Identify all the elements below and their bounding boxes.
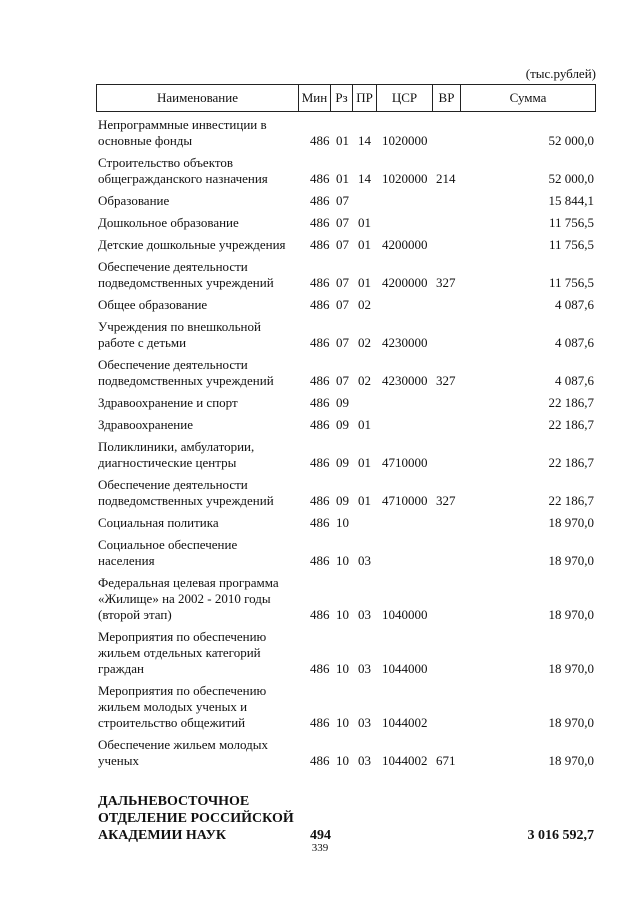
table-row [96, 237, 596, 253]
table-row [96, 575, 596, 623]
cell-vr: 327 [436, 275, 456, 290]
cell-vr: 671 [436, 753, 456, 768]
table-row [96, 439, 596, 471]
cell-rz: 10 [336, 661, 349, 676]
cell-name: Обеспечение жильем молодых ученых [98, 737, 268, 768]
table-row [96, 537, 596, 569]
cell-csr: 4710000 [382, 493, 428, 508]
cell-name: Здравоохранение [98, 417, 193, 432]
cell-sum: 18 970,0 [548, 515, 594, 530]
cell-min: 486 [310, 553, 330, 568]
cell-name: Общее образование [98, 297, 208, 312]
cell-min: 486 [310, 275, 330, 290]
cell-sum: 18 970,0 [548, 553, 594, 568]
header-min: Мин [298, 84, 330, 112]
cell-csr: 1044002 [382, 715, 428, 730]
cell-sum: 52 000,0 [548, 133, 594, 148]
cell-sum: 18 970,0 [548, 661, 594, 676]
cell-rz: 09 [336, 417, 349, 432]
table-row [96, 193, 596, 209]
cell-csr: 1044002 [382, 753, 428, 768]
summary-row [96, 793, 596, 844]
cell-name: Мероприятия по обеспечению жильем отдельных категорий граждан [98, 629, 267, 676]
cell-rz: 07 [336, 275, 349, 290]
cell-rz: 09 [336, 395, 349, 410]
cell-rz: 07 [336, 193, 349, 208]
cell-name: Образование [98, 193, 170, 208]
cell-rz: 07 [336, 335, 349, 350]
table-row [96, 477, 596, 509]
cell-min: 486 [310, 133, 330, 148]
cell-rz: 09 [336, 455, 349, 470]
table-row [96, 357, 596, 389]
cell-pr: 01 [358, 215, 371, 230]
cell-rz: 07 [336, 373, 349, 388]
cell-sum: 18 970,0 [548, 753, 594, 768]
cell-min: 486 [310, 607, 330, 622]
cell-min: 486 [310, 373, 330, 388]
summary-min: 494 [310, 828, 331, 843]
table-header [96, 84, 596, 112]
cell-csr: 1020000 [382, 133, 428, 148]
cell-sum: 52 000,0 [548, 171, 594, 186]
cell-rz: 10 [336, 553, 349, 568]
table-body [96, 117, 596, 775]
page-number: 339 [311, 842, 329, 854]
cell-pr: 01 [358, 455, 371, 470]
cell-name: Обеспечение деятельности подведомственных учреждений [98, 259, 274, 290]
header-name: Наименование [96, 84, 298, 112]
table-row [96, 515, 596, 531]
cell-pr: 03 [358, 553, 371, 568]
table-row [96, 417, 596, 433]
cell-name: Обеспечение деятельности подведомственных учреждений [98, 477, 274, 508]
cell-csr: 1044000 [382, 661, 428, 676]
cell-rz: 09 [336, 493, 349, 508]
cell-pr: 02 [358, 335, 371, 350]
cell-csr: 1040000 [382, 607, 428, 622]
cell-rz: 01 [336, 133, 349, 148]
cell-pr: 01 [358, 417, 371, 432]
table-row [96, 319, 596, 351]
cell-min: 486 [310, 215, 330, 230]
cell-min: 486 [310, 455, 330, 470]
cell-csr: 4200000 [382, 275, 428, 290]
cell-csr: 1020000 [382, 171, 428, 186]
cell-min: 486 [310, 417, 330, 432]
cell-sum: 22 186,7 [548, 455, 594, 470]
cell-rz: 10 [336, 515, 349, 530]
header-vr: ВР [432, 84, 460, 112]
cell-csr: 4230000 [382, 335, 428, 350]
cell-rz: 07 [336, 237, 349, 252]
cell-pr: 01 [358, 237, 371, 252]
cell-sum: 22 186,7 [548, 493, 594, 508]
cell-sum: 4 087,6 [555, 373, 594, 388]
cell-min: 486 [310, 715, 330, 730]
cell-min: 486 [310, 493, 330, 508]
summary-sum: 3 016 592,7 [527, 828, 594, 843]
cell-csr: 4710000 [382, 455, 428, 470]
cell-csr: 4200000 [382, 237, 428, 252]
cell-name: Социальная политика [98, 515, 219, 530]
cell-pr: 02 [358, 297, 371, 312]
cell-rz: 10 [336, 715, 349, 730]
cell-rz: 07 [336, 297, 349, 312]
cell-sum: 11 756,5 [548, 275, 594, 290]
cell-sum: 18 970,0 [548, 607, 594, 622]
header-pr: ПР [352, 84, 376, 112]
cell-sum: 18 970,0 [548, 715, 594, 730]
cell-vr: 327 [436, 373, 456, 388]
cell-pr: 03 [358, 715, 371, 730]
header-csr: ЦСР [376, 84, 432, 112]
cell-min: 486 [310, 171, 330, 186]
cell-pr: 02 [358, 373, 371, 388]
cell-sum: 15 844,1 [548, 193, 594, 208]
cell-min: 486 [310, 237, 330, 252]
header-rz: Рз [330, 84, 352, 112]
cell-min: 486 [310, 661, 330, 676]
units-note: (тыс.рублей) [525, 66, 596, 81]
cell-name: Непрограммные инвестиции в основные фонды [98, 117, 267, 148]
cell-csr: 4230000 [382, 373, 428, 388]
cell-vr: 327 [436, 493, 456, 508]
cell-name: Дошкольное образование [98, 215, 239, 230]
summary-name: ДАЛЬНЕВОСТОЧНОЕ ОТДЕЛЕНИЕ РОССИЙСКОЙ АКАДЕМИИ НАУК [98, 794, 294, 843]
cell-pr: 14 [358, 171, 371, 186]
header-sum: Сумма [460, 84, 596, 112]
cell-sum: 11 756,5 [548, 237, 594, 252]
cell-min: 486 [310, 515, 330, 530]
cell-min: 486 [310, 335, 330, 350]
table-row [96, 215, 596, 231]
table-row [96, 395, 596, 411]
cell-name: Мероприятия по обеспечению жильем молодых ученых и строительство общежитий [98, 683, 267, 730]
cell-rz: 07 [336, 215, 349, 230]
cell-pr: 03 [358, 753, 371, 768]
cell-pr: 01 [358, 493, 371, 508]
cell-name: Обеспечение деятельности подведомственных учреждений [98, 357, 274, 388]
cell-min: 486 [310, 753, 330, 768]
cell-name: Здравоохранение и спорт [98, 395, 238, 410]
cell-name: Детские дошкольные учреждения [98, 237, 286, 252]
cell-vr: 214 [436, 171, 456, 186]
cell-rz: 10 [336, 753, 349, 768]
cell-name: Федеральная целевая программа «Жилище» на 2002 - 2010 годы (второй этап) [98, 575, 279, 622]
table-row [96, 297, 596, 313]
cell-rz: 10 [336, 607, 349, 622]
cell-rz: 01 [336, 171, 349, 186]
cell-name: Социальное обеспечение населения [98, 537, 238, 568]
table-row [96, 683, 596, 731]
cell-min: 486 [310, 395, 330, 410]
cell-min: 486 [310, 193, 330, 208]
table-row [96, 259, 596, 291]
cell-name: Учреждения по внешкольной работе с детьми [98, 319, 261, 350]
cell-sum: 22 186,7 [548, 395, 594, 410]
cell-sum: 4 087,6 [555, 297, 594, 312]
cell-name: Строительство объектов общегражданского назначения [98, 155, 268, 186]
cell-min: 486 [310, 297, 330, 312]
cell-pr: 14 [358, 133, 371, 148]
table-row [96, 117, 596, 149]
cell-sum: 4 087,6 [555, 335, 594, 350]
table-row [96, 155, 596, 187]
table-row [96, 737, 596, 769]
cell-pr: 03 [358, 607, 371, 622]
cell-sum: 22 186,7 [548, 417, 594, 432]
cell-pr: 01 [358, 275, 371, 290]
table-row [96, 629, 596, 677]
cell-sum: 11 756,5 [548, 215, 594, 230]
cell-name: Поликлиники, амбулатории, диагностические центры [98, 439, 255, 470]
cell-pr: 03 [358, 661, 371, 676]
